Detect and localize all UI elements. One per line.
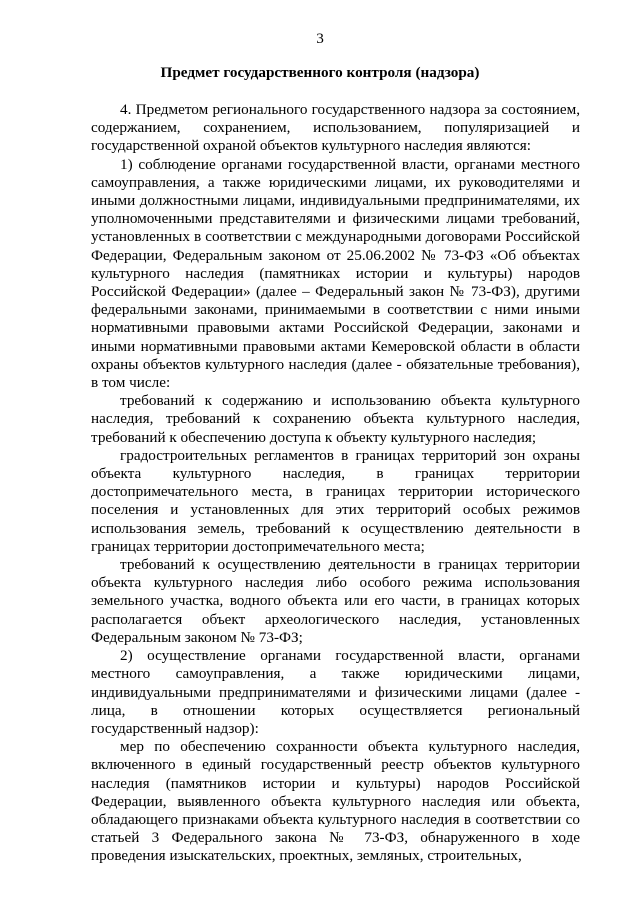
section-title: Предмет государственного контроля (надзора) (160, 64, 480, 81)
page-number: 3 (316, 30, 324, 47)
paragraph-7: мер по обеспечению сохранности объекта культурного наследия, включенного в единый государственный реестр объектов культурного наследия (памятников истории и культуры) народов Российской Федерации, выявленного объекта культурного наследия или объекта, обладающего признаками объекта культурного наследия в соответствии со статьей 3 Федерального закона № 73-ФЗ, обнаруженного в ходе проведения изыскательских, проектных, земляных, строительных, (91, 738, 580, 865)
paragraph-4: градостроительных регламентов в границах территорий зон охраны объекта культурного наследия, в границах территории достопримечательного места, в границах территории исторического поселения и установленных для этих территорий особых режимов использования земель, требований к осуществлению деятельности в границах территории достопримечательного места; (91, 446, 580, 555)
paragraph-2: 1) соблюдение органами государственной власти, органами местного самоуправления, а также юридическими лицами, их руководителями и иными должностными лицами, индивидуальными предпринимателями, их уполномоченными представителями и физическими лицами требований, установленных в соответствии с международными договорами Российской Федерации, Федеральным законом от 25.06.2002 № 73-ФЗ «Об объектах культурного наследия (памятниках истории и культуры) народов Российской Федерации» (далее – Федеральный закон № 73-ФЗ), другими федеральными законами, принимаемыми в соответствии с ними иными нормативными правовыми актами Российской Федерации, законами и иными нормативными правовыми актами Кемеровской области в области охраны объектов культурного наследия (далее - обязательные требования), в том числе: (91, 155, 580, 392)
paragraph-6: 2) осуществление органами государственной власти, органами местного самоуправления, а также юридическими лицами, индивидуальными предпринимателями и физическими лицами (далее - лица, в отношении которых осуществляется региональный государственный надзор): (91, 647, 580, 737)
paragraph-3: требований к содержанию и использованию объекта культурного наследия, требований к сохранению объекта культурного наследия, требований к обеспечению доступа к объекту культурного наследия; (91, 392, 580, 446)
paragraph-5: требований к осуществлению деятельности в границах территории объекта культурного наследия либо особого режима использования земельного участка, водного объекта или его части, в границах которых располагается объект археологического наследия, установленных Федеральным законом № 73-ФЗ; (91, 556, 580, 646)
paragraph-1: 4. Предметом регионального государственного надзора за состоянием, содержанием, сохранением, использованием, популяризацией и государственной охраной объектов культурного наследия являются: (91, 101, 580, 155)
document-body (91, 101, 580, 866)
